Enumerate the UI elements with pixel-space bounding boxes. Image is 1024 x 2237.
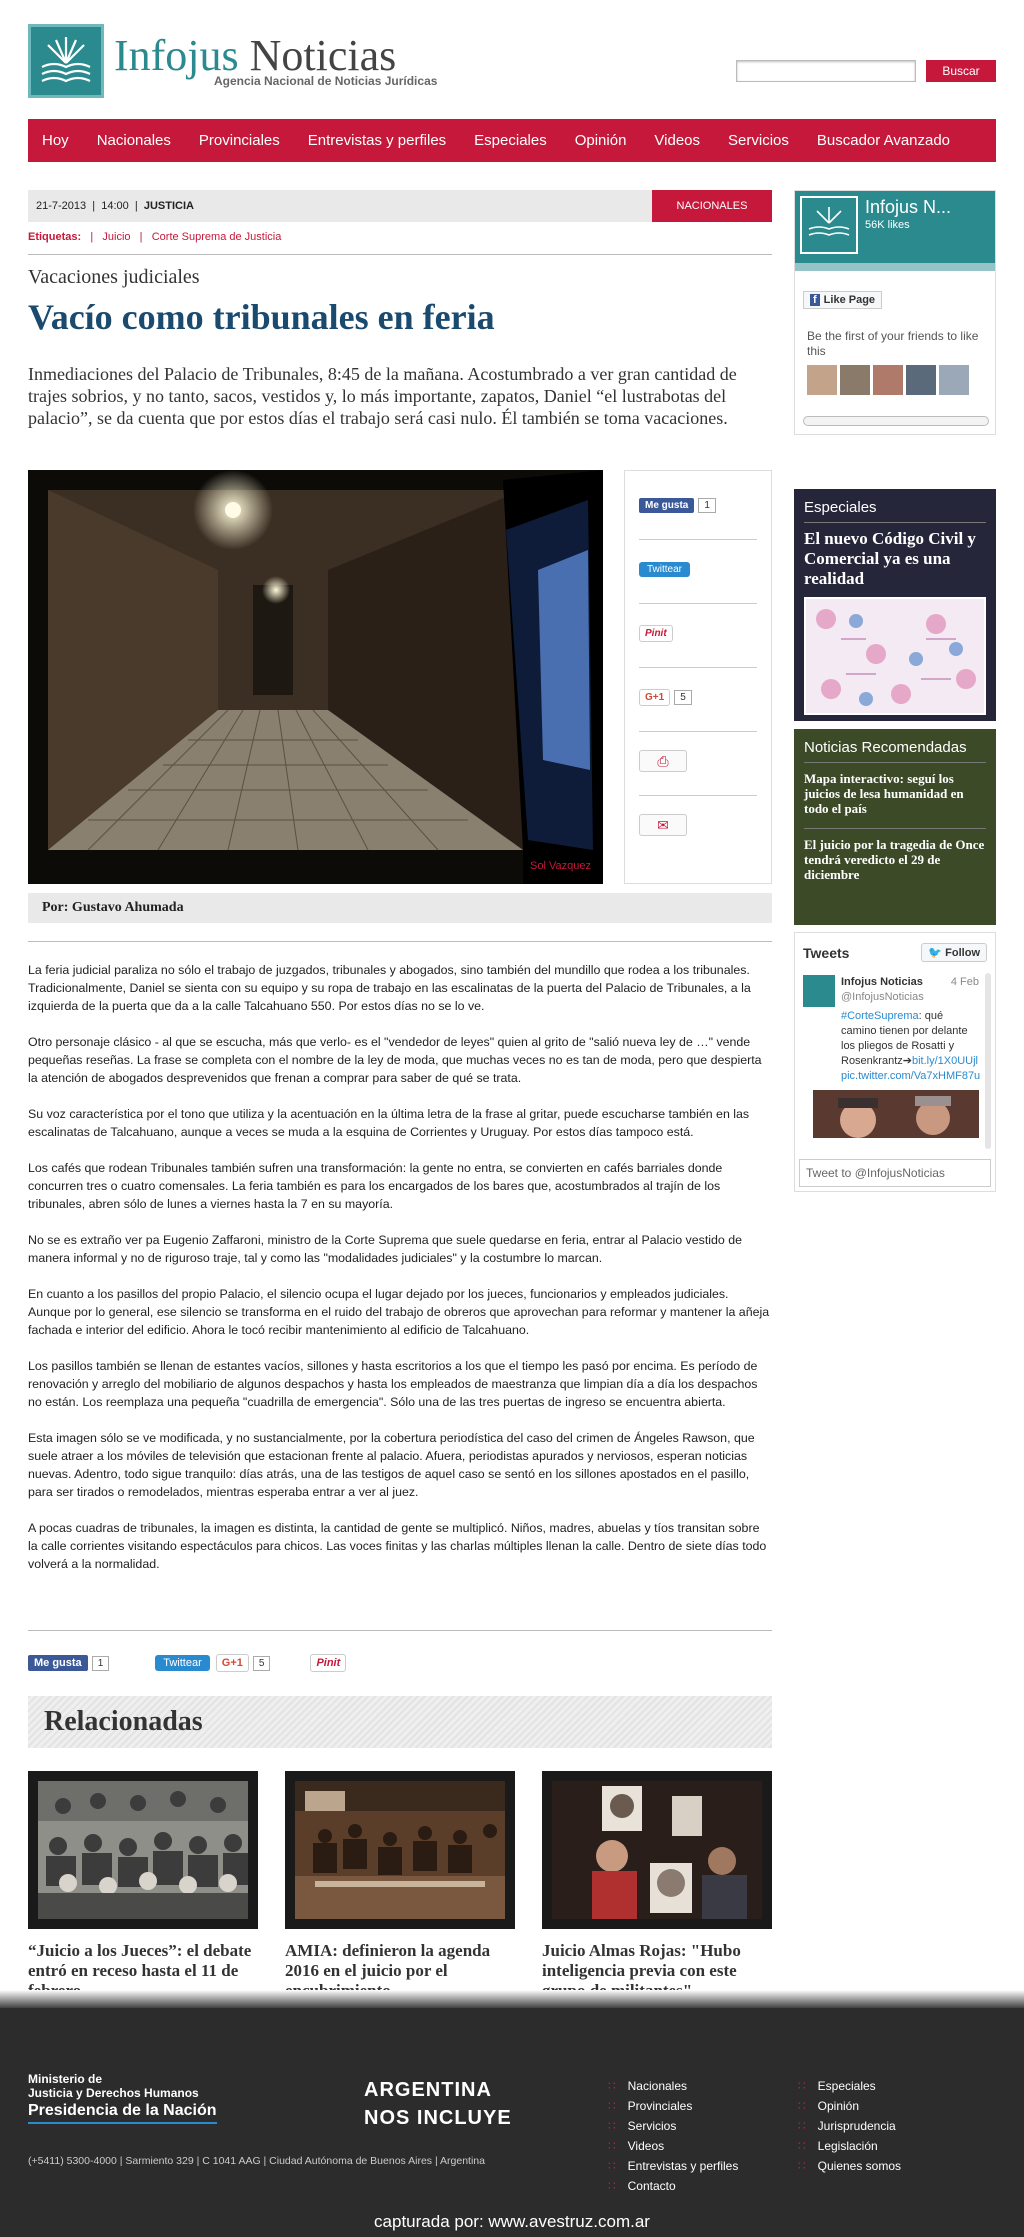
tweet-image[interactable]: [813, 1090, 979, 1138]
divider: [639, 795, 757, 796]
main-nav: [28, 119, 996, 162]
avatar[interactable]: [873, 365, 903, 395]
photo-credit: Sol Vazquez: [530, 860, 591, 872]
footer-address: (+5411) 5300-4000 | Sarmiento 329 | C 1041 AAG | Ciudad Autónoma de Buenos Aires | Argentina: [28, 2155, 485, 2167]
footer-fade: [0, 1990, 1024, 2010]
tweet-hashtag[interactable]: #CorteSuprema: [841, 1010, 919, 1022]
tweet-body: : qué camino tienen por delante los pliegos de Rosatti y Rosenkrantz➔: [841, 1010, 968, 1067]
avatar[interactable]: [840, 365, 870, 395]
pinit-button[interactable]: Pinit: [310, 1654, 346, 1672]
email-icon[interactable]: ✉: [639, 814, 687, 836]
fb-page-name[interactable]: Infojus N...: [865, 197, 952, 217]
search-input[interactable]: [736, 60, 916, 82]
follow-label: Follow: [945, 947, 980, 959]
especiales-title[interactable]: El nuevo Código Civil y Comercial ya es una realidad: [804, 529, 976, 588]
divider: [639, 539, 757, 540]
nav-item-hoy[interactable]: Hoy: [42, 132, 69, 149]
footer-link[interactable]: ∷ Opinión: [798, 2096, 901, 2116]
fb-like-widget[interactable]: [639, 495, 716, 515]
related-card[interactable]: [28, 1771, 258, 2001]
divider: [804, 762, 986, 763]
related-card[interactable]: [285, 1771, 515, 2001]
fb-like-count: 1: [698, 498, 716, 513]
tag-link[interactable]: Juicio: [102, 231, 131, 243]
fb-page-likes: 56K likes: [865, 219, 910, 231]
footer-link[interactable]: ∷ Provinciales: [608, 2096, 738, 2116]
related-heading: Relacionadas: [28, 1696, 772, 1748]
site-logo[interactable]: [28, 24, 437, 98]
nav-item-buscador-avanzado[interactable]: Buscador Avanzado: [816, 132, 951, 149]
divider: [28, 1630, 772, 1631]
argentina-line: ARGENTINA: [364, 2079, 492, 2101]
footer-link[interactable]: ∷ Entrevistas y perfiles: [608, 2156, 738, 2176]
avatar[interactable]: [906, 365, 936, 395]
fb-like-page-button[interactable]: [803, 291, 882, 309]
gplus-button[interactable]: G+1: [216, 1654, 249, 1672]
logo-subtitle: Agencia Nacional de Noticias Jurídicas: [214, 74, 438, 88]
argentina-line: NOS INCLUYE: [364, 2107, 512, 2129]
related-image[interactable]: [285, 1771, 515, 1929]
print-widget[interactable]: [639, 751, 687, 771]
article-headline: Vacío como tribunales en feria: [28, 297, 495, 337]
body-paragraph: Los cafés que rodean Tribunales también sufren una transformación: la gente no entra, se convierten en cafés barriales donde concurren tres o cuatro comensales. La feria también es para los encargados de los bares que, acostumbrados al trajín de los tribunales, abren sólo de lunes a viernes hasta la 7 en su mayoría.: [28, 1161, 723, 1211]
avatar[interactable]: [803, 975, 835, 1007]
email-widget[interactable]: [639, 815, 687, 835]
nav-item-nacionales[interactable]: Nacionales: [96, 132, 171, 149]
divider: [804, 828, 986, 829]
twitter-widget: [794, 932, 996, 1192]
body-paragraph: La feria judicial paraliza no sólo el trabajo de juzgados, tribunales y abogados, sino también del mundillo que rodea a los tribunales. Tradicionalmente, Daniel se sienta con su equipo y su ropa de trabajo en las escalinatas de la puerta del Palacio de Tribunales, a la izquierda de la puerta que da a la calle Talcahuano 550. Por estos días no se lo ve.: [28, 963, 751, 1013]
related-title[interactable]: Juicio Almas Rojas: "Hubo inteligencia previa con este: [542, 1941, 741, 1980]
especiales-label: Especiales: [804, 499, 877, 516]
tweets-label: Tweets: [803, 944, 850, 961]
recommended-item[interactable]: El juicio por la tragedia de Once tendrá veredicto el 29 de diciembre: [804, 837, 985, 882]
especiales-box[interactable]: [794, 489, 996, 721]
especiales-image[interactable]: [804, 597, 986, 715]
divider: [639, 731, 757, 732]
tweet-button[interactable]: Twittear: [639, 562, 690, 577]
fb-f-icon: f: [810, 294, 820, 306]
footer-link[interactable]: ∷ Contacto: [608, 2176, 738, 2196]
ministry-line: Ministerio de: [28, 2072, 103, 2086]
ministry-name: [28, 2072, 199, 2100]
gplus-button[interactable]: G+1: [639, 689, 670, 706]
fb-friends-text: Be the first of your friends to like this: [807, 329, 979, 358]
article-section: JUSTICIA: [143, 200, 194, 212]
logo-title-noticias: Noticias: [249, 31, 397, 80]
body-paragraph: Otro personaje clásico - al que se escucha, más que verlo- es el "vendedor de leyes" quien al grito de "salió nueva ley de …" vende pequeñas reseñas. La frase se completa con el nombre de la ley de moda, que muchas veces no es tan de moda, pero que despierta la atención de abogados desprevenidos que frenan a comprar para saber de qué se trata.: [28, 1035, 762, 1085]
related-image[interactable]: [542, 1771, 772, 1929]
tweet-to-input[interactable]: Tweet to @InfojusNoticias: [799, 1159, 991, 1187]
ministry-line: Justicia y Derechos Humanos: [28, 2086, 199, 2100]
tweet[interactable]: [803, 975, 979, 1138]
footer-link[interactable]: ∷ Servicios: [608, 2116, 738, 2136]
divider: [639, 667, 757, 668]
article-photo[interactable]: [28, 470, 603, 884]
argentina-logo: [364, 2076, 512, 2132]
logo-book-icon: [28, 24, 104, 98]
gplus-count: 5: [674, 690, 692, 705]
article-time: 14:00: [101, 200, 129, 212]
article-author: Por: Gustavo Ahumada: [28, 893, 772, 923]
capture-credit: capturada por: www.avestruz.com.ar: [374, 2212, 650, 2231]
related-title[interactable]: AMIA: definieron la agenda 2016 en el juicio por el: [285, 1941, 491, 1980]
gplus-count: 5: [253, 1656, 271, 1671]
fb-like-button[interactable]: Me gusta: [28, 1655, 88, 1671]
recommended-news-box: [794, 729, 996, 925]
tweet-button[interactable]: Twittear: [155, 1655, 210, 1671]
related-card[interactable]: [542, 1771, 772, 2001]
fb-like-count: 1: [92, 1656, 110, 1671]
footer-link[interactable]: ∷ Jurisprudencia: [798, 2116, 901, 2136]
print-icon[interactable]: ⎙: [639, 750, 687, 772]
presidency-name[interactable]: Presidencia de la Nación: [28, 2102, 217, 2124]
article-date: 21-7-2013: [36, 200, 87, 212]
footer-links-col-2: [798, 2076, 901, 2176]
article-lead: Inmediaciones del Palacio de Tribunales, 8:45 de la mañana. Acostumbrado a ver gran cantidad de trajes sobrios, y no tanto, sacos, vestidos y, lo más importante, zapatos, Daniel “el lustrabotas del palacio”, se da cuenta que por estos días el trabajo será casi nulo. Él también se toma vacaciones.: [28, 364, 737, 428]
footer-link[interactable]: ∷ Videos: [608, 2136, 738, 2156]
nav-item-provinciales[interactable]: Provinciales: [198, 132, 280, 149]
recommended-item[interactable]: Mapa interactivo: seguí los juicios de lesa humanidad en todo el país: [804, 771, 964, 816]
article-kicker: Vacaciones judiciales: [28, 266, 200, 288]
body-paragraph: En cuanto a los pasillos del propio Palacio, el silencio ocupa el lugar dejado por los jueces, funcionarios y empleados judiciales. Aunque por lo general, ese silencio se transforma en el ruido del trabajo de obreros que aprovechan para reformar y mantener la añeja fachada e interior del edificio. Ahora le tocó recibir mantenimiento al edificio de Talcahuano.: [28, 1287, 770, 1337]
footer-link[interactable]: ∷ Nacionales: [608, 2076, 738, 2096]
category-badge[interactable]: NACIONALES: [652, 190, 772, 222]
footer-link[interactable]: ∷ Legislación: [798, 2136, 901, 2156]
body-paragraph: Los pasillos también se llenan de estantes vacíos, sillones y hasta escritorios a los que el tiempo les pasó por encima. Es período de renovación y arreglo del mobiliario de algunos despachos y hasta los empleados de maestranza que limpian día a día los despachos no están. Los reemplaza una pequeña "cuadrilla de emergencia". Sólo una de las tres puertas de ingreso se encuentra abierta.: [28, 1359, 758, 1409]
fb-friend-faces: [807, 365, 995, 395]
fb-horizontal-scrollbar[interactable]: [803, 416, 989, 426]
article-body: [28, 961, 772, 1591]
tweets-scrollbar[interactable]: [985, 973, 991, 1149]
pinit-button[interactable]: Pinit: [639, 625, 673, 642]
divider: [28, 941, 772, 942]
body-paragraph: Esta imagen sólo se ve modificada, y no sustancialmente, por la cobertura periodística del caso del crimen de Ángeles Rawson, que suele atraer a los móviles de televisión que estacionan frente al palacio. Afuera, periodistas apurados y nerviosos, esperan noticias nuevas. Adentro, todo sigue tranquilo: días atrás, una de las testigos de aquel caso se sentó en los sillones apostados en el pasillo, para ser tirados o remodelados, mientras esperaba entrar a ver al juez.: [28, 1431, 755, 1499]
avatar[interactable]: [807, 365, 837, 395]
fb-cover[interactable]: [795, 191, 995, 319]
nav-item-videos[interactable]: Videos: [654, 132, 701, 149]
body-paragraph: Su voz característica por el tono que utiliza y la acentuación en la última letra de la frase al gritar, puede escucharse también en las escalinatas de Talcahuano, aunque a veces se muda a la esquina de Corrientes y Uruguay. Por estos días tampoco está.: [28, 1107, 750, 1139]
body-paragraph: A pocas cuadras de tribunales, la imagen es distinta, la cantidad de gente se multiplicó. Niños, madres, abuelas y tíos transitan sobre la calle corrientes visitando espectáculos para chicos. Las voces finitas y las charlas múltiples llenan la calle. Dentro de siete días todo volverá a la normalidad.: [28, 1521, 767, 1571]
divider: [639, 603, 757, 604]
divider: [28, 254, 772, 255]
tweet-link[interactable]: bit.ly/1X0UUjl: [911, 1055, 978, 1067]
related-image[interactable]: [28, 1771, 258, 1929]
avatar[interactable]: [939, 365, 969, 395]
tags-row: Etiquetas: | Juicio | Corte Suprema de Justicia: [28, 231, 282, 243]
tweet-user[interactable]: Infojus Noticias: [841, 976, 923, 988]
nav-item-servicios[interactable]: Servicios: [728, 132, 789, 149]
gplus-widget[interactable]: [639, 687, 692, 707]
tweet-text: [841, 1009, 979, 1084]
divider: [804, 522, 986, 523]
footer-link[interactable]: ∷ Especiales: [798, 2076, 901, 2096]
fb-like-button[interactable]: Me gusta: [639, 498, 694, 513]
logo-title: [114, 31, 437, 80]
footer-link[interactable]: ∷ Quienes somos: [798, 2156, 901, 2176]
fb-like-page-label: Like Page: [823, 294, 876, 306]
tweet-date[interactable]: 4 Feb: [950, 976, 979, 988]
body-paragraph: No se es extraño ver pa Eugenio Zaffaroni, ministro de la Corte Suprema que suele quedarse en feria, entrar al Palacio vestido de manera informal y no de riguroso traje, tal y como las "modalidades judiciales" y la costumbre lo marcan.: [28, 1233, 743, 1265]
pinit-widget[interactable]: [639, 623, 673, 643]
footer-links-col-1: [608, 2076, 738, 2196]
facebook-page-widget: [794, 190, 996, 435]
recommended-label: Noticias Recomendadas: [804, 739, 967, 756]
tag-link[interactable]: Corte Suprema de Justicia: [151, 231, 282, 243]
related-title[interactable]: “Juicio a los Jueces”: el debate entró en receso hasta el 11 de: [28, 1941, 252, 1980]
tweet-handle[interactable]: @InfojusNoticias: [841, 991, 924, 1003]
nav-item-especiales[interactable]: Especiales: [474, 132, 547, 149]
share-column: [624, 470, 772, 884]
bottom-share-row: [28, 1652, 346, 1674]
tweet-widget[interactable]: [639, 559, 690, 579]
tags-label: Etiquetas:: [28, 231, 82, 243]
tweet-pic-link[interactable]: pic.twitter.com/Va7xHMF87u: [841, 1070, 981, 1082]
article-meta-bar: 21-7-2013 | 14:00 | JUSTICIA: [28, 190, 772, 222]
logo-title-infojus: Infojus: [114, 31, 239, 80]
twitter-follow-button[interactable]: [921, 943, 987, 962]
nav-item-opinion[interactable]: Opinión: [574, 132, 627, 149]
twitter-bird-icon: 🐦: [928, 947, 943, 959]
nav-item-entrevistas[interactable]: Entrevistas y perfiles: [307, 132, 447, 149]
search-button[interactable]: Buscar: [926, 60, 996, 82]
